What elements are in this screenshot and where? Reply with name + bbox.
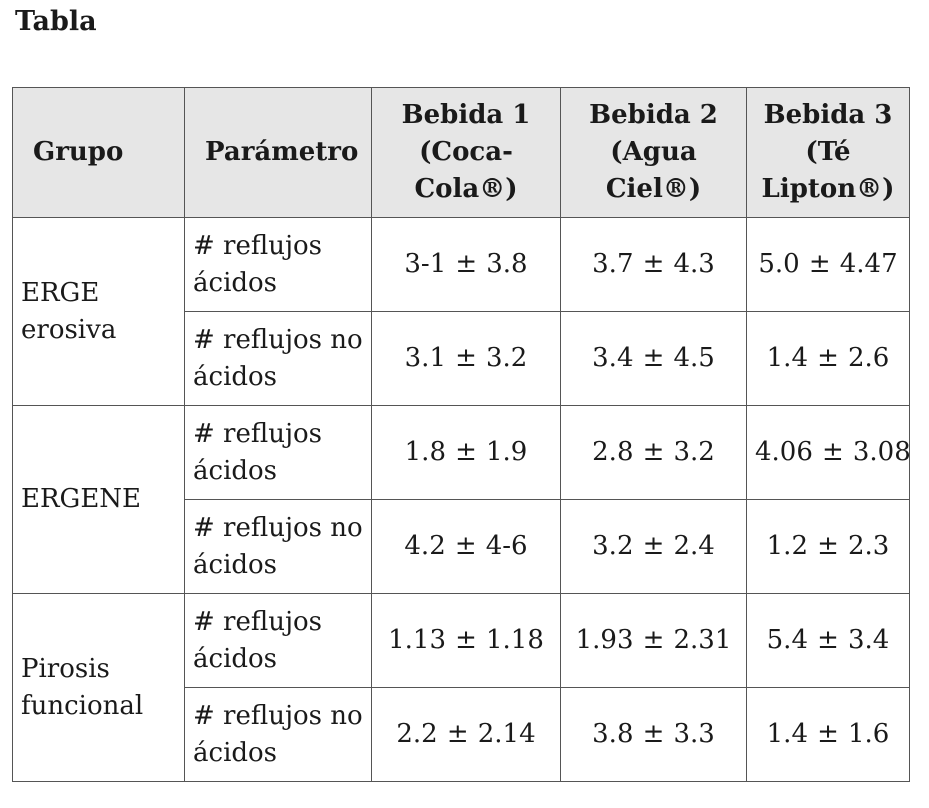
parameter-cell: # reflujos no ácidos bbox=[185, 500, 372, 594]
results-table bbox=[12, 87, 910, 782]
mean-value: 3-1 bbox=[404, 249, 447, 279]
sd-value: 3.2 bbox=[673, 437, 715, 467]
group-cell: Pirosis funcional bbox=[13, 594, 185, 782]
header-drink-1: Bebida 1 (Coca-Cola®) bbox=[372, 88, 561, 218]
group-cell: ERGE erosiva bbox=[13, 218, 185, 406]
plus-minus-sign: ± bbox=[817, 719, 839, 749]
parameter-cell: # reflujos no ácidos bbox=[185, 312, 372, 406]
plus-minus-sign: ± bbox=[642, 719, 665, 749]
plus-minus-sign: ± bbox=[455, 343, 477, 373]
sd-value: 3.8 bbox=[486, 249, 528, 279]
mean-value: 1.2 bbox=[766, 531, 808, 561]
sd-value: 2.4 bbox=[673, 531, 715, 561]
mean-value: 4.2 bbox=[404, 531, 446, 561]
mean-value: 5.0 bbox=[758, 249, 800, 279]
mean-value: 1.4 bbox=[766, 719, 808, 749]
mean-value: 5.4 bbox=[766, 625, 808, 655]
mean-value: 3.2 bbox=[592, 531, 634, 561]
header-group: Grupo bbox=[13, 88, 185, 218]
value-cell-drink-3 bbox=[747, 688, 910, 782]
plus-minus-sign: ± bbox=[817, 343, 839, 373]
sd-value: 3.2 bbox=[485, 343, 528, 373]
sd-value: 4-6 bbox=[485, 531, 528, 561]
plus-minus-sign: ± bbox=[642, 343, 665, 373]
value-cell-drink-3 bbox=[747, 500, 910, 594]
value-cell-drink-2 bbox=[561, 688, 747, 782]
value-cell-drink-3 bbox=[747, 594, 910, 688]
sd-value: 1.9 bbox=[485, 437, 528, 467]
plus-minus-sign: ± bbox=[642, 531, 665, 561]
value-cell-drink-2 bbox=[561, 406, 747, 500]
value-cell-drink-2 bbox=[561, 500, 747, 594]
sd-value: 4.5 bbox=[673, 343, 715, 373]
header-parameter: Parámetro bbox=[185, 88, 372, 218]
value-cell-drink-2 bbox=[561, 218, 747, 312]
table-row bbox=[13, 594, 910, 688]
value-cell-drink-1 bbox=[372, 688, 561, 782]
mean-value: 3.8 bbox=[592, 719, 634, 749]
plus-minus-sign: ± bbox=[455, 437, 477, 467]
plus-minus-sign: ± bbox=[446, 719, 469, 749]
header-drink-2: Bebida 2 (Agua Ciel®) bbox=[561, 88, 747, 218]
sd-value: 2.3 bbox=[847, 531, 890, 561]
value-cell-drink-1 bbox=[372, 218, 561, 312]
plus-minus-sign: ± bbox=[642, 437, 665, 467]
mean-value: 2.2 bbox=[396, 719, 438, 749]
value-cell-drink-1 bbox=[372, 406, 561, 500]
sd-value: 2.14 bbox=[477, 719, 536, 749]
value-cell-drink-3 bbox=[747, 312, 910, 406]
value-cell-drink-3 bbox=[747, 406, 910, 500]
mean-value: 3.1 bbox=[404, 343, 446, 373]
parameter-cell: # reflujos ácidos bbox=[185, 594, 372, 688]
value-cell-drink-2 bbox=[561, 594, 747, 688]
parameter-cell: # reflujos no ácidos bbox=[185, 688, 372, 782]
value-cell-drink-3 bbox=[747, 218, 910, 312]
parameter-cell: # reflujos ácidos bbox=[185, 218, 372, 312]
mean-value: 4.06 bbox=[755, 437, 813, 467]
mean-value: 1.93 bbox=[575, 625, 634, 655]
sd-value: 2.31 bbox=[673, 625, 732, 655]
group-cell: ERGENE bbox=[13, 406, 185, 594]
plus-minus-sign: ± bbox=[821, 437, 844, 467]
mean-value: 3.4 bbox=[592, 343, 634, 373]
plus-minus-sign: ± bbox=[642, 249, 665, 279]
mean-value: 1.13 bbox=[388, 625, 446, 655]
sd-value: 4.3 bbox=[673, 249, 715, 279]
value-cell-drink-1 bbox=[372, 594, 561, 688]
header-drink-3: Bebida 3 (Té Lipton®) bbox=[747, 88, 910, 218]
sd-value: 2.6 bbox=[847, 343, 890, 373]
plus-minus-sign: ± bbox=[817, 625, 839, 655]
header-row bbox=[13, 88, 910, 218]
plus-minus-sign: ± bbox=[455, 249, 478, 279]
mean-value: 1.8 bbox=[404, 437, 446, 467]
sd-value: 1.18 bbox=[485, 625, 544, 655]
plus-minus-sign: ± bbox=[454, 531, 477, 561]
parameter-cell: # reflujos ácidos bbox=[185, 406, 372, 500]
plus-minus-sign: ± bbox=[808, 249, 831, 279]
mean-value: 2.8 bbox=[592, 437, 634, 467]
mean-value: 3.7 bbox=[592, 249, 634, 279]
table-row bbox=[13, 218, 910, 312]
table-body bbox=[13, 218, 910, 782]
plus-minus-sign: ± bbox=[642, 625, 665, 655]
sd-value: 3.08 bbox=[852, 437, 911, 467]
sd-value: 4.47 bbox=[839, 249, 898, 279]
table-header bbox=[13, 88, 910, 218]
plus-minus-sign: ± bbox=[817, 531, 839, 561]
sd-value: 3.4 bbox=[847, 625, 890, 655]
mean-value: 1.4 bbox=[766, 343, 808, 373]
sd-value: 1.6 bbox=[847, 719, 890, 749]
value-cell-drink-2 bbox=[561, 312, 747, 406]
table-row bbox=[13, 406, 910, 500]
plus-minus-sign: ± bbox=[455, 625, 477, 655]
table-caption: Tabla bbox=[15, 6, 97, 37]
sd-value: 3.3 bbox=[673, 719, 715, 749]
value-cell-drink-1 bbox=[372, 500, 561, 594]
value-cell-drink-1 bbox=[372, 312, 561, 406]
